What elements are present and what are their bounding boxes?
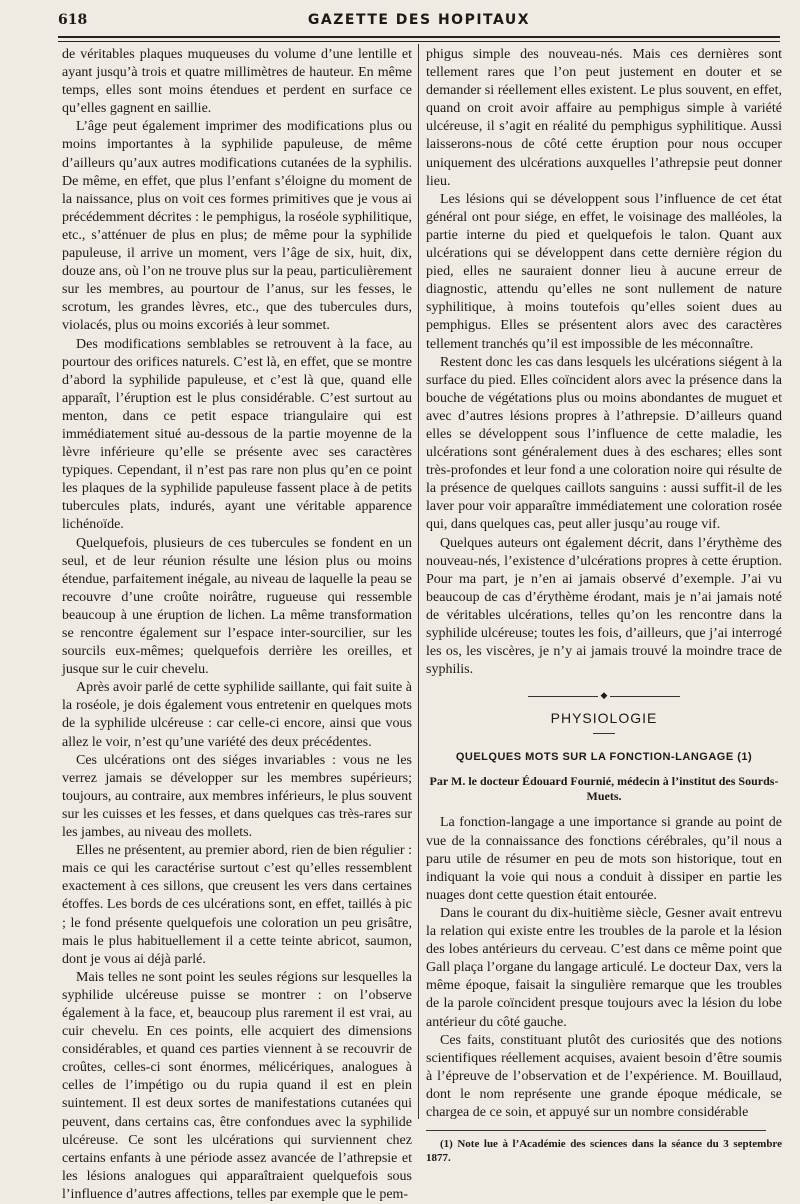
- paragraph: de véritables plaques muqueuses du volume d’une lentille et ayant jusqu’à trois et quatre millimètres de hauteur. En même temps, elles sont moins étendues et perdent en surface ce qu’elles gagnent en saillie.: [62, 47, 412, 117]
- footnote: (1) Note lue à l’Académie des sciences dans la séance du 3 septembre 1877.: [426, 1138, 782, 1165]
- page-header: [58, 12, 780, 32]
- left-column: [62, 46, 412, 1202]
- paragraph: Des modifications semblables se retrouvent à la face, au pourtour des orifices naturels. C’est là, en effet, que se montre d’abord la syphilide papuleuse, et c’est là que, quand elle apparaît, l’éruption est le plus considérable. C’est surtout au menton, dans ce petit espace triangulaire qui est immédiatement situé au-dessous de la partie moyenne de la lèvre inférieure qu’elle se présente avec ses caractères typiques. Cependant, il n’est pas rare non plus qu’en ce point les plaques de la syphilide papuleuse fassent place à de petits tubercules plats, indurés, ayant une véritable apparence lichénoïde.: [62, 336, 412, 533]
- paragraph: Elles ne présentent, au premier abord, rien de bien régulier : mais ce qui les caractérise surtout c’est qu’elles ressemblent exactement à ces sillons, que creusent les vers dans certaines étoffes. Les bords de ces ulcérations sont, en effet, taillés à pic ; le fond présente quelquefois une coloration un peu grisâtre, mais le plus habituellement il a cette teinte abricot, saumon, dont je vous ai déjà parlé.: [62, 843, 412, 967]
- footnote-rule: [426, 1130, 766, 1131]
- section-ornament: [426, 691, 782, 699]
- header-rule-thick: [58, 36, 780, 38]
- section-short-rule: [593, 733, 615, 734]
- paragraph: Mais telles ne sont point les seules régions sur lesquelles la syphilide ulcéreuse puisse se montrer : on l’observe également à la face, et, beaucoup plus rarement il est vrai, au cuir chevelu. En ces points, elle acquiert des dimensions considérables, et quand ces parties viennent à se recouvrir de croûtes, celles-ci sont énormes, mélicériques, analogues à celles de l’impétigo ou du rupia quand il est en plein suintement. Il est deux sortes de manifestations cutanées qui peuvent, dans certains cas, être confondues avec la syphilide ulcéreuse. Ce sont les ulcérations qui surviennent chez certains enfants à une période assez avancée de l’athrepsie et les lésions analogues qui apparaîtraient quelquefois sous l’influence d’autres affections, telles par exemple que le pem-: [62, 969, 412, 1202]
- diamond-icon: ◆: [600, 690, 608, 701]
- paragraph: L’âge peut également imprimer des modifications plus ou moins importantes à la syphilide papuleuse, de même d’ailleurs qu’aux autres modifications cutanées de la syphilis. De même, en effet, que plus l’enfant s’éloigne du moment de la naissance, plus on voit ces formes primitives que je vous ai précédemment décrites : le pemphigus, la roséole syphilitique, etc., s’atténuer de plus en plus; de même pour la syphilide papuleuse, il arrive un moment, vers l’âge de six, huit, dix, douze ans, où l’on ne trouve plus sur la peau, particulièrement sur les membres, au pourtour de l’anus, sur les fesses, le scrotum, les grandes lèvres, etc., que des tubercules durs, violacés, plus ou moins excoriés à leur sommet.: [62, 119, 412, 334]
- paragraph: phigus simple des nouveau-nés. Mais ces dernières sont tellement rares que l’on peut justement en douter et se demander si réellement elles existent. Le plus souvent, en effet, quand on croit avoir affaire au pemphigus simple à variété ulcéreuse, il s’agit en réalité du pemphigus syphilitique. Aussi laisserons-nous de côté cette éruption pour nous occuper uniquement des ulcérations auxquelles l’athrepsie peut donner lieu.: [426, 47, 782, 189]
- paragraph: La fonction-langage a une importance si grande au point de vue de la connaissance des fonctions cérébrales, qu’il nous a paru utile de résumer en peu de mots son historique, tout en indiquant la voie qui nous a conduit à dissiper en partie les nuages dont cette question était entourée.: [426, 815, 782, 903]
- ornament-rule: [610, 696, 680, 697]
- article-byline: Par M. le docteur Édouard Fournié, médecin à l’institut des Sourds-Muets.: [429, 774, 779, 804]
- column-divider: [418, 44, 419, 1119]
- page-number: 618: [58, 12, 88, 28]
- paragraph: Quelques auteurs ont également décrit, dans l’érythème des nouveau-nés, l’existence d’ulcérations propres à cette éruption. Pour ma part, je n’en ai jamais observé d’exemple. J’ai vu beaucoup de cas d’érythème érodant, mais je n’ai jamais noté de véritables ulcérations, telles qu’on les rencontre dans la syphilide ulcéreuse; toutes les fois, d’ailleurs, que j’ai interrogé les os, les viscères, je n’y ai jamais trouvé la moindre trace de syphilis.: [426, 535, 782, 678]
- paragraph: Quelquefois, plusieurs de ces tubercules se fondent en un seul, et de leur réunion résulte une lésion plus ou moins étendue, parfaitement inégale, au niveau de laquelle la peau se recouvre d’une croûte noirâtre, rugueuse qui ressemble beaucoup à une éruption de lichen. La même transformation se rencontre également sur l’espace inter-sourcilier, sur les sourcils eux-mêmes; quelquefois derrière les oreilles, et jusque sur le cuir chevelu.: [62, 535, 412, 678]
- header-rule-thin: [58, 41, 780, 42]
- section-title: PHYSIOLOGIE: [550, 710, 658, 727]
- paragraph: Ces ulcérations ont des siéges invariables : vous ne les verrez jamais se développer sur les membres supérieurs; toujours, au contraire, aux membres inférieurs, le plus souvent sur les cuisses et les fesses, et dans quelques cas très-rares sur les jambes, au niveau des mollets.: [62, 752, 412, 841]
- paragraph: Après avoir parlé de cette syphilide saillante, qui fait suite à la roséole, je dois également vous entretenir en quelques mots de la syphilide ulcéreuse : car celle-ci encore, ainsi que vous allez le voir, n’est qu’une variété des deux précédentes.: [62, 680, 412, 750]
- ornament-rule: [528, 696, 598, 697]
- right-column: [426, 46, 782, 1165]
- paragraph: Restent donc les cas dans lesquels les ulcérations siégent à la surface du pied. Elles coïncident alors avec la présence dans la bouche de végétations plus ou moins abondantes de muguet et avec d’autres lésions propres à l’athrepsie. D’ailleurs quand elles se développent sous l’influence de cette maladie, les ulcérations sont généralement dues à des eschares; elles sont très-profondes et leur fond a une coloration noire qui résulte de la présence de quelques caillots sanguins : aussi suffit-il de les laver pour voir apparaître immédiatement une coloration rosée qui, dans quelques cas, peut aller jusqu’au rouge vif.: [426, 354, 782, 533]
- running-title: GAZETTE DES HOPITAUX: [307, 12, 531, 28]
- paragraph: Dans le courant du dix-huitième siècle, Gesner avait entrevu la relation qui existe entre les troubles de la parole et la lésion des lobes antérieurs du cerveau. C’est dans ce même point que Gall plaça l’organe du langage articulé. Le docteur Dax, vers la même époque, faisait la singulière remarque que les troubles de la parole coïncident presque toujours avec la lésion du lobe antérieur du côté gauche.: [426, 905, 782, 1030]
- paragraph: Ces faits, constituant plutôt des curiosités que des notions scientifiques réellement acquises, avaient besoin d’être soumis à l’épreuve de l’observation et de l’expérience. M. Bouillaud, dont le nom représente une grande époque médicale, se chargea de ce soin, et appuyé sur un nombre considérable: [426, 1032, 782, 1120]
- paragraph: Les lésions qui se développent sous l’influence de cet état général ont pour siége, en effet, le voisinage des malléoles, la partie interne du pied et quelquefois le talon. Quant aux ulcérations qui se développent dans cette dernière région du pied, elles ne sauraient donner lieu à aucune erreur de diagnostic, attendu qu’elles ne sont nullement de nature syphilitique, à moins toutefois qu’elles soient dues au pemphigus. Elles se présentent alors avec des caractères tellement tranchés qu’il est impossible de les méconnaître.: [426, 191, 782, 352]
- article-title: QUELQUES MOTS SUR LA FONCTION-LANGAGE (1): [455, 751, 753, 764]
